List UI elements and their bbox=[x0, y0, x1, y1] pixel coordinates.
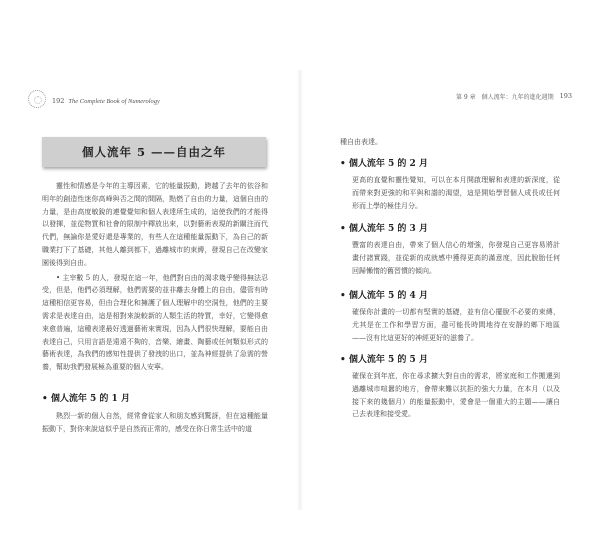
ornament-icon bbox=[28, 90, 46, 108]
february-text: 更高的直覺和靈性覺知，可以在本月開啟理解和表達的新深度，從而帶來對更強的和平與和諧的渴望，這是開始學習個人成長或任何形而上學的極佳月分。 bbox=[352, 176, 560, 210]
right-page bbox=[302, 0, 600, 558]
april-text: 確保你計畫的一切都有堅實的基礎，並有信心擺脫不必要的束縛，尤其是在工作和學習方面，盡可能長時間地待在安靜的鄉下地區——沒有比這更好的神經更好的滋養了。 bbox=[352, 308, 560, 342]
january-text bbox=[42, 410, 268, 436]
paragraph: • 主宰數 5 的人，發現在這一年，他們對自由的渴求幾乎變得無法忍受，但是，他們必須理解，他們需要的並非離去身體上的自由，儘管有時這種相信更容易，但由合理化和擁護了個人理解中的空洞性，他們的主要需求是表達自由，這是相對來說較新的人類生活的特質，幸好，它變得愈來愈普遍，這種表達最好透過藝術來實現，因為人們很快理解，要能自由表達自己，只用言語是遠遠不夠的，音樂、繪畫、陶藝或任何類似形式的藝術表達，為我們的感知性提供了發洩的出口，並為神經提供了急需的營養，幫助我們發展極為重要的個人安寧。 bbox=[42, 273, 268, 372]
paragraph: 種自由表達。 bbox=[340, 138, 382, 146]
left-page bbox=[0, 0, 298, 558]
section-title: 個人流年 5 ——自由之年 bbox=[81, 145, 226, 159]
section-title-box bbox=[42, 137, 266, 167]
march-text: 豐富的表達自由，帶來了個人信心的增強，你發現自己更容易將計畫付諸實踐，並從新的成就感中獲得更高的滿意度，因此脫胎任何回歸懶惰的舊習慣的傾向。 bbox=[352, 241, 560, 275]
carryover-text bbox=[340, 136, 558, 149]
paragraph: 熱烈一新的個人自然，經常會從家人和朋友感到驚訝，但在這種能量振動下，對你來說這似乎是自然而正常的，感受在你日常生活中的道 bbox=[42, 412, 268, 433]
left-body-text bbox=[42, 180, 268, 374]
left-page-number: 192 bbox=[52, 97, 65, 105]
subheading-may: • 個人流年 5 的 5 月 bbox=[340, 355, 428, 365]
paragraph: 靈性和情感是今年的主導因素，它的能量振動，跨越了去年的依谷和明年的創造性迷你高峰與否之間的間隔，點燃了自由的力量，這個自由的力量，是由高度敏銳的連覺覺知和個人表達所生成的，這使我們的才能得以發揮，並從物質和社會的限制中釋放出來，以對藝術表現的新關注而代代們，無論你是愛好還是專業的，有些人在這種能量振動下，為自己的新職業打下了基礎，其他人離到都下，過離城市的束縛，發現自己在改變家園後得到自由。 bbox=[42, 182, 268, 267]
left-book-title: The Complete Book of Numerology bbox=[68, 97, 160, 105]
subheading-april: • 個人流年 5 的 4 月 bbox=[340, 291, 428, 301]
may-text: 確保在到年底，你在尋求擴大對自由的需求，將家庭和工作搬遷到過離城市喧囂的地方，會帶來難以抗拒的強大力量，在本月（以及接下來的幾個月）的能量振動中，愛會是一個重大的主題——讓自己去表達和接受愛。 bbox=[352, 372, 560, 419]
right-chapter-title: 第 9 章 個人流年：九年的進化週期 bbox=[455, 94, 554, 101]
subheading-january: • 個人流年 5 的 1 月 bbox=[42, 394, 130, 404]
subheading-march: • 個人流年 5 的 3 月 bbox=[340, 224, 428, 234]
subheading-february: • 個人流年 5 的 2 月 bbox=[340, 159, 428, 169]
right-page-header bbox=[456, 92, 572, 101]
right-page-number: 193 bbox=[559, 92, 572, 100]
left-page-header bbox=[28, 92, 160, 110]
